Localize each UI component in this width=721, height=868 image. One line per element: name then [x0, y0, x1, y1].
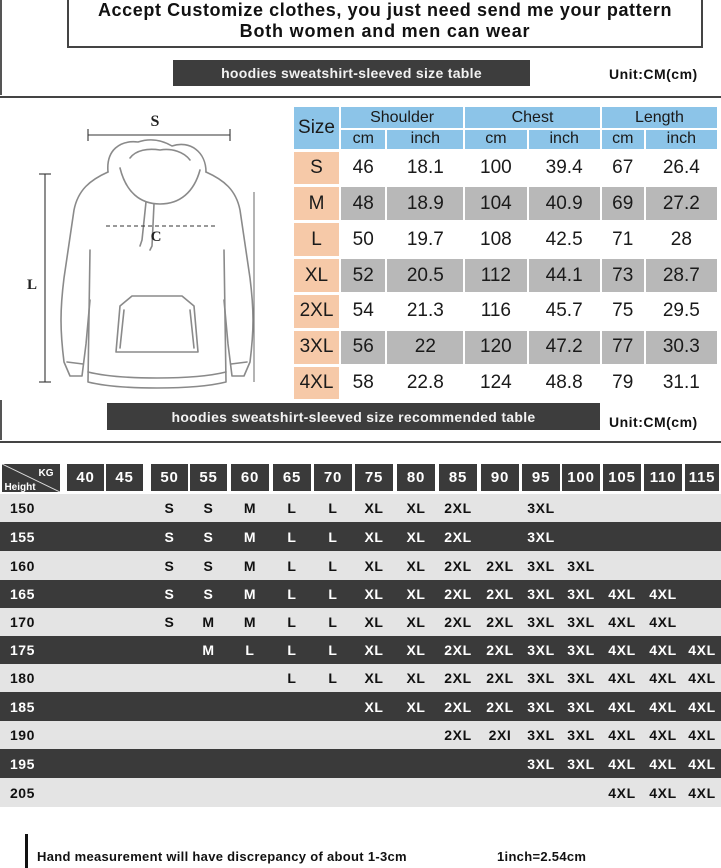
recommended-size-cell: 3XL [527, 727, 555, 743]
recommended-size-cell: L [287, 528, 297, 545]
length-header: Length [601, 107, 718, 129]
recommended-size-cell: 3XL [527, 500, 555, 516]
unit-header: cm [601, 129, 645, 150]
recommended-size-cell: 3XL [527, 642, 555, 658]
header-subtitle: Both women and men can wear [239, 21, 531, 41]
size-value-cell: 48 [340, 186, 386, 222]
size-value-cell: 58 [340, 365, 386, 399]
recommended-size-cell: S [203, 528, 214, 545]
recommended-size-cell: L [328, 586, 338, 602]
shoulder-label: S [150, 113, 160, 130]
recommended-size-cell: S [164, 500, 175, 516]
recommended-size-cell: M [243, 586, 257, 602]
recommended-size-cell: M [243, 528, 257, 545]
corner-height-label: Height [4, 482, 36, 492]
size-label-cell: S [294, 150, 340, 186]
recommended-size-cell: 3XL [527, 755, 555, 772]
recommend-row [0, 749, 721, 778]
recommended-size-cell: XL [364, 614, 384, 630]
recommended-size-cell: 3XL [567, 642, 595, 658]
size-table-row [294, 186, 718, 222]
weight-header-cell: 105 [603, 464, 641, 491]
recommended-size-cell: 2XL [444, 614, 472, 630]
recommended-size-cell: 2XL [486, 670, 514, 686]
recommended-size-cell: 4XL [649, 614, 677, 630]
recommended-size-cell: 4XL [688, 755, 716, 772]
size-value-cell: 28 [645, 222, 718, 258]
size-value-cell: 77 [601, 329, 645, 365]
size-value-cell: 29.5 [645, 294, 718, 330]
size-value-cell: 22 [386, 329, 464, 365]
weight-header-cell: 115 [685, 464, 719, 491]
recommend-table [0, 461, 721, 808]
size-value-cell: 47.2 [528, 329, 601, 365]
size-value-cell: 112 [464, 258, 527, 294]
recommended-size-cell: XL [364, 500, 384, 516]
size-value-cell: 45.7 [528, 294, 601, 330]
size-value-cell: 73 [601, 258, 645, 294]
height-cell: 205 [10, 784, 35, 801]
unit-header: inch [645, 129, 718, 150]
height-cell: 170 [10, 614, 35, 630]
weight-header-cell: 100 [562, 464, 600, 491]
recommended-size-cell: 3XL [527, 586, 555, 602]
recommended-size-cell: XL [364, 557, 384, 574]
recommended-size-cell: M [243, 500, 257, 516]
height-cell: 160 [10, 557, 35, 574]
weight-header-cell: 85 [439, 464, 477, 491]
recommended-size-cell: 3XL [567, 557, 595, 574]
size-value-cell: 104 [464, 186, 527, 222]
recommended-size-cell: 2XL [486, 642, 514, 658]
size-table-row [294, 365, 718, 399]
recommended-size-cell: 4XL [649, 586, 677, 602]
recommended-size-cell: 4XL [608, 670, 636, 686]
recommended-size-cell: S [203, 500, 214, 516]
recommended-size-cell: XL [406, 614, 426, 630]
recommended-size-cell: 4XL [649, 755, 677, 772]
size-table-row [294, 150, 718, 186]
unit-header: inch [386, 129, 464, 150]
recommended-size-cell: XL [364, 586, 384, 602]
recommended-size-cell: 2XL [444, 586, 472, 602]
recommended-size-cell: 4XL [688, 670, 716, 686]
recommended-size-cell: L [287, 500, 297, 516]
recommend-table-unit: Unit:CM(cm) [609, 414, 698, 430]
size-value-cell: 108 [464, 222, 527, 258]
recommended-size-cell: 4XL [608, 727, 636, 743]
recommended-size-cell: 2XL [444, 500, 472, 516]
recommend-row [0, 608, 721, 636]
size-label-cell: L [294, 222, 340, 258]
size-table-body [294, 150, 718, 399]
size-value-cell: 19.7 [386, 222, 464, 258]
recommended-size-cell: S [164, 614, 175, 630]
recommended-size-cell: L [328, 614, 338, 630]
size-value-cell: 124 [464, 365, 527, 399]
size-value-cell: 39.4 [528, 150, 601, 186]
recommend-row [0, 692, 721, 721]
recommended-size-cell: 3XL [527, 557, 555, 574]
recommended-size-cell: L [287, 586, 297, 602]
weight-header-cell: 80 [397, 464, 435, 491]
recommended-size-cell: 3XL [567, 670, 595, 686]
recommended-size-cell: XL [364, 642, 384, 658]
recommended-size-cell: S [203, 557, 214, 574]
recommend-header-row [0, 461, 721, 494]
size-value-cell: 71 [601, 222, 645, 258]
recommended-size-cell: L [245, 642, 255, 658]
recommended-size-cell: L [287, 642, 297, 658]
recommended-size-cell: 2XL [444, 642, 472, 658]
size-value-cell: 56 [340, 329, 386, 365]
recommended-size-cell: 3XL [567, 755, 595, 772]
recommended-size-cell: 2XL [444, 557, 472, 574]
size-value-cell: 79 [601, 365, 645, 399]
recommend-row [0, 551, 721, 580]
footer-measurement-note: Hand measurement will have discrepancy of about 1-3cm [37, 849, 407, 864]
section-divider [0, 441, 721, 443]
recommended-size-cell: L [328, 500, 338, 516]
recommended-size-cell: 4XL [688, 784, 716, 801]
size-value-cell: 30.3 [645, 329, 718, 365]
footer-conversion: 1inch=2.54cm [497, 849, 587, 864]
recommended-size-cell: L [328, 642, 338, 658]
chest-label: C [150, 229, 162, 245]
size-value-cell: 31.1 [645, 365, 718, 399]
size-value-cell: 40.9 [528, 186, 601, 222]
size-value-cell: 50 [340, 222, 386, 258]
hoodie-diagram [20, 100, 290, 400]
recommended-size-cell: 3XL [567, 586, 595, 602]
recommended-size-cell: XL [406, 586, 426, 602]
recommended-size-cell: L [328, 528, 338, 545]
size-value-cell: 18.9 [386, 186, 464, 222]
recommend-row [0, 721, 721, 749]
recommended-size-cell: 4XL [649, 670, 677, 686]
recommended-size-cell: S [164, 557, 175, 574]
recommended-size-cell: 4XL [688, 727, 716, 743]
recommended-size-cell: L [287, 670, 297, 686]
recommended-size-cell: 3XL [567, 727, 595, 743]
recommended-size-cell: 2XI [488, 727, 512, 743]
height-cell: 185 [10, 698, 35, 715]
recommended-size-cell: 4XL [608, 784, 636, 801]
recommended-size-cell: L [287, 614, 297, 630]
recommended-size-cell: L [328, 557, 338, 574]
recommended-size-cell: 4XL [608, 755, 636, 772]
recommended-size-cell: 4XL [649, 727, 677, 743]
recommended-size-cell: 2XL [444, 698, 472, 715]
chest-header: Chest [464, 107, 601, 129]
height-cell: 165 [10, 586, 35, 602]
size-value-cell: 20.5 [386, 258, 464, 294]
recommended-size-cell: XL [406, 557, 426, 574]
recommended-size-cell: 2XL [444, 670, 472, 686]
recommended-size-cell: 3XL [527, 528, 555, 545]
size-table-corner: Size [294, 107, 340, 150]
recommended-size-cell: 3XL [527, 614, 555, 630]
recommended-size-cell: 2XL [444, 528, 472, 545]
size-table [294, 107, 719, 399]
weight-header-cell: 50 [151, 464, 188, 491]
recommend-row [0, 580, 721, 608]
recommend-row [0, 778, 721, 807]
left-border [0, 400, 2, 440]
recommended-size-cell: 4XL [608, 642, 636, 658]
size-table-unit: Unit:CM(cm) [609, 66, 698, 82]
unit-header: inch [528, 129, 601, 150]
recommended-size-cell: 4XL [649, 642, 677, 658]
weight-header-cell: 60 [231, 464, 269, 491]
recommended-size-cell: 2XL [444, 727, 472, 743]
size-table-row [294, 222, 718, 258]
corner-kg-label: KG [38, 468, 54, 479]
size-value-cell: 22.8 [386, 365, 464, 399]
recommended-size-cell: 4XL [649, 784, 677, 801]
recommended-size-cell: XL [364, 670, 384, 686]
recommended-size-cell: 4XL [688, 698, 716, 715]
size-value-cell: 28.7 [645, 258, 718, 294]
recommended-size-cell: XL [406, 500, 426, 516]
recommended-size-cell: 4XL [688, 642, 716, 658]
recommended-size-cell: 3XL [527, 670, 555, 686]
size-table-row [294, 258, 718, 294]
weight-header-cell: 70 [314, 464, 352, 491]
size-value-cell: 21.3 [386, 294, 464, 330]
recommended-size-cell: L [328, 670, 338, 686]
recommended-size-cell: 2XL [486, 586, 514, 602]
recommended-size-cell: M [202, 614, 215, 630]
recommended-size-cell: XL [406, 698, 426, 715]
size-value-cell: 69 [601, 186, 645, 222]
size-label-cell: M [294, 186, 340, 222]
recommend-row [0, 522, 721, 551]
recommended-size-cell: 2XL [486, 557, 514, 574]
unit-header: cm [340, 129, 386, 150]
size-table-band: hoodies sweatshirt-sleeved size table [173, 60, 530, 86]
recommended-size-cell: XL [406, 642, 426, 658]
size-value-cell: 120 [464, 329, 527, 365]
size-value-cell: 18.1 [386, 150, 464, 186]
recommended-size-cell: 4XL [608, 614, 636, 630]
size-value-cell: 116 [464, 294, 527, 330]
weight-header-cell: 45 [106, 464, 143, 491]
header-box [67, 0, 703, 48]
recommended-size-cell: M [243, 557, 257, 574]
size-label-cell: 3XL [294, 329, 340, 365]
recommended-size-cell: 4XL [649, 698, 677, 715]
recommended-size-cell: 4XL [608, 586, 636, 602]
size-table-row [294, 329, 718, 365]
length-label: L [26, 277, 38, 293]
size-label-cell: 2XL [294, 294, 340, 330]
recommend-row [0, 494, 721, 522]
recommended-size-cell: S [164, 586, 175, 602]
size-value-cell: 42.5 [528, 222, 601, 258]
header-title: Accept Customize clothes, you just need send me your pattern [97, 0, 673, 20]
height-cell: 175 [10, 642, 35, 658]
recommended-size-cell: XL [406, 670, 426, 686]
shoulder-header: Shoulder [340, 107, 464, 129]
size-value-cell: 44.1 [528, 258, 601, 294]
size-table-unit-header [294, 129, 718, 150]
size-value-cell: 48.8 [528, 365, 601, 399]
left-border [0, 0, 2, 95]
recommended-size-cell: XL [364, 698, 384, 715]
size-value-cell: 52 [340, 258, 386, 294]
recommend-row [0, 664, 721, 692]
weight-header-cell: 55 [190, 464, 227, 491]
recommended-size-cell: 2XL [486, 614, 514, 630]
size-table-row [294, 294, 718, 330]
recommend-row [0, 636, 721, 664]
recommended-size-cell: 3XL [567, 698, 595, 715]
weight-header-cell: 90 [481, 464, 519, 491]
recommend-table-band: hoodies sweatshirt-sleeved size recommended table [107, 403, 600, 430]
size-value-cell: 54 [340, 294, 386, 330]
recommend-corner-cell [2, 464, 60, 492]
recommended-size-cell: M [243, 614, 257, 630]
size-value-cell: 100 [464, 150, 527, 186]
height-cell: 195 [10, 755, 35, 772]
recommended-size-cell: 2XL [486, 698, 514, 715]
section-divider [0, 96, 721, 98]
recommended-size-cell: 3XL [567, 614, 595, 630]
recommended-size-cell: 4XL [608, 698, 636, 715]
weight-header-cell: 110 [644, 464, 682, 491]
footer-accent-bar [25, 834, 28, 868]
height-cell: 155 [10, 528, 35, 545]
size-table-group-header [294, 107, 718, 129]
height-cell: 180 [10, 670, 35, 686]
weight-header-cell: 65 [273, 464, 311, 491]
size-value-cell: 67 [601, 150, 645, 186]
recommended-size-cell: XL [406, 528, 426, 545]
weight-header-cell: 75 [355, 464, 393, 491]
size-label-cell: 4XL [294, 365, 340, 399]
recommended-size-cell: M [202, 642, 215, 658]
recommended-size-cell: L [287, 557, 297, 574]
recommended-size-cell: 3XL [527, 698, 555, 715]
recommended-size-cell: S [203, 586, 214, 602]
size-value-cell: 75 [601, 294, 645, 330]
recommended-size-cell: S [164, 528, 175, 545]
recommended-size-cell: XL [364, 528, 384, 545]
height-cell: 150 [10, 500, 35, 516]
size-label-cell: XL [294, 258, 340, 294]
size-value-cell: 26.4 [645, 150, 718, 186]
size-value-cell: 46 [340, 150, 386, 186]
weight-header-cell: 40 [67, 464, 104, 491]
unit-header: cm [464, 129, 527, 150]
height-cell: 190 [10, 727, 35, 743]
size-value-cell: 27.2 [645, 186, 718, 222]
weight-header-cell: 95 [522, 464, 560, 491]
